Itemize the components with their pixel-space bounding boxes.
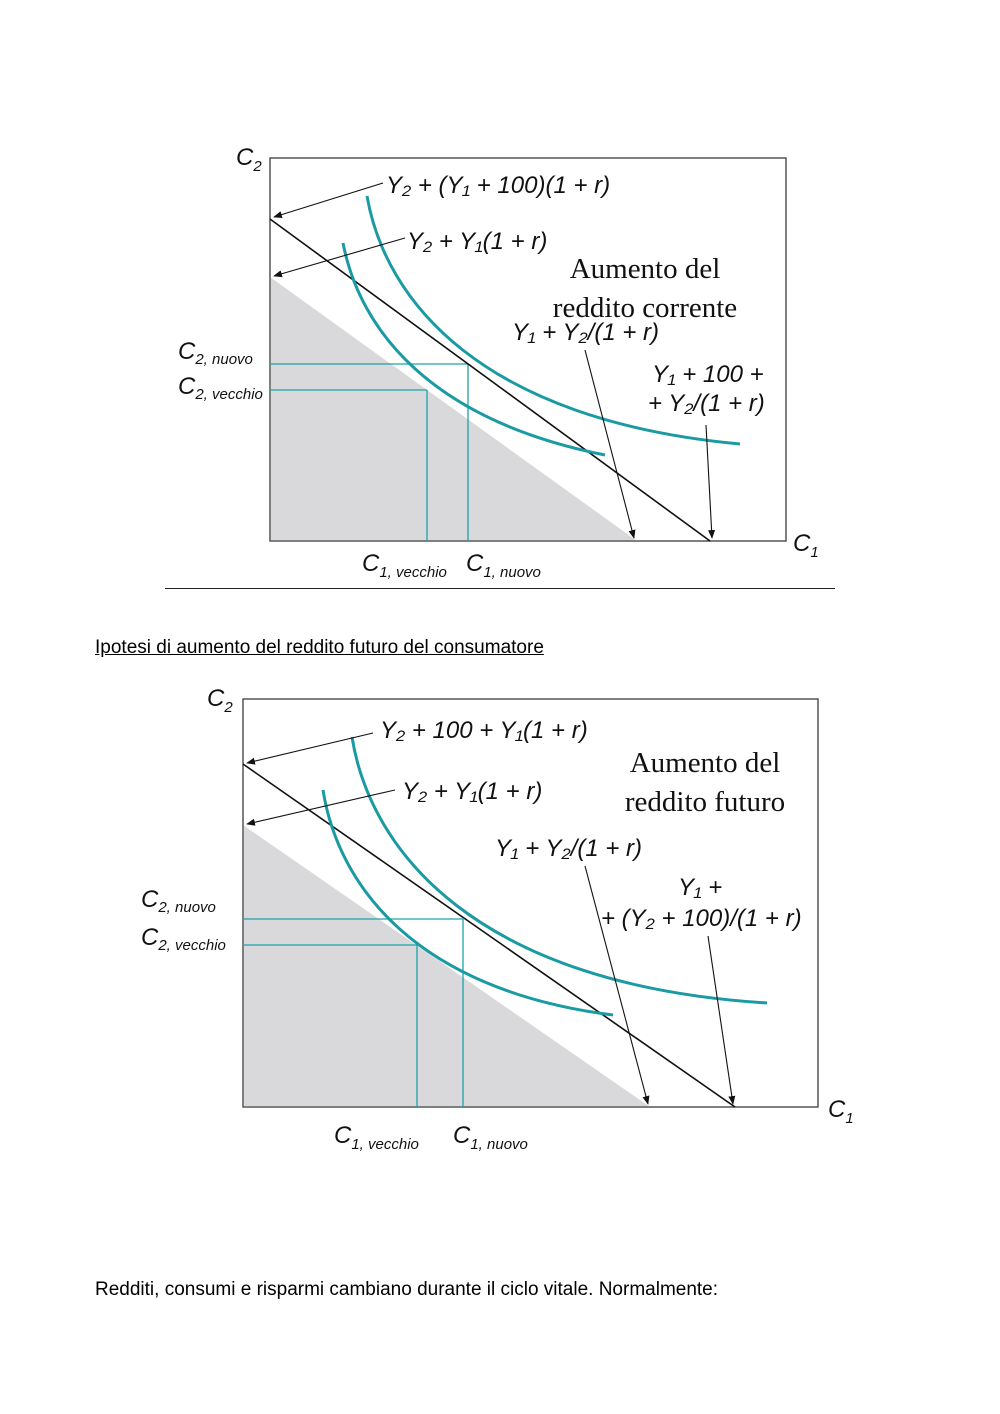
label-new-intercept: Y₂ + 100 + Y₁(1 + r): [380, 717, 588, 744]
label-new-x-line1: Y₁ +: [678, 874, 723, 901]
c2-vecchio-label: $C_{2, vecchio}$: [178, 373, 263, 403]
y-axis-label: $C_2$: [207, 685, 233, 716]
label-old-intercept: Y₂ + Y₁(1 + r): [407, 228, 548, 255]
label-old-x: Y₁ + Y₂/(1 + r): [512, 319, 659, 346]
panel-title-line2: reddito futuro: [624, 786, 786, 818]
figure-current-income: [0, 0, 1000, 600]
panel-title-line1: Aumento del: [569, 253, 721, 285]
x-axis-label: $C_1$: [793, 530, 819, 561]
c1-nuovo-label: $C_{1, nuovo}$: [453, 1122, 528, 1153]
separator-line: [165, 588, 835, 589]
c1-nuovo-label: $C_{1, nuovo}$: [466, 550, 541, 581]
body-paragraph: Redditi, consumi e risparmi cambiano durante il ciclo vitale. Normalmente:: [95, 1279, 719, 1300]
y-axis-label: $C_2$: [236, 144, 262, 175]
label-new-x-line2: + Y₂/(1 + r): [648, 390, 765, 417]
label-new-intercept: Y₂ + (Y₁ + 100)(1 + r): [386, 172, 611, 199]
c2-nuovo-label: $C_{2, nuovo}$: [141, 886, 216, 916]
panel-title-line1: Aumento del: [629, 747, 781, 779]
label-old-intercept: Y₂ + Y₁(1 + r): [402, 778, 543, 805]
section-caption: Ipotesi di aumento del reddito futuro del consumatore: [95, 637, 544, 658]
c2-vecchio-label: $C_{2, vecchio}$: [141, 924, 226, 954]
c1-vecchio-label: $C_{1, vecchio}$: [362, 550, 447, 581]
figure-future-income: [0, 680, 1000, 1180]
c1-vecchio-label: $C_{1, vecchio}$: [334, 1122, 419, 1153]
x-axis-label: $C_1$: [828, 1096, 854, 1127]
label-old-x: Y₁ + Y₂/(1 + r): [495, 835, 642, 862]
label-new-x-line2: + (Y₂ + 100)/(1 + r): [601, 905, 802, 932]
c2-nuovo-label: $C_{2, nuovo}$: [178, 338, 253, 368]
label-new-x-line1: Y₁ + 100 +: [652, 361, 764, 388]
panel-title-line2: reddito corrente: [552, 292, 738, 324]
